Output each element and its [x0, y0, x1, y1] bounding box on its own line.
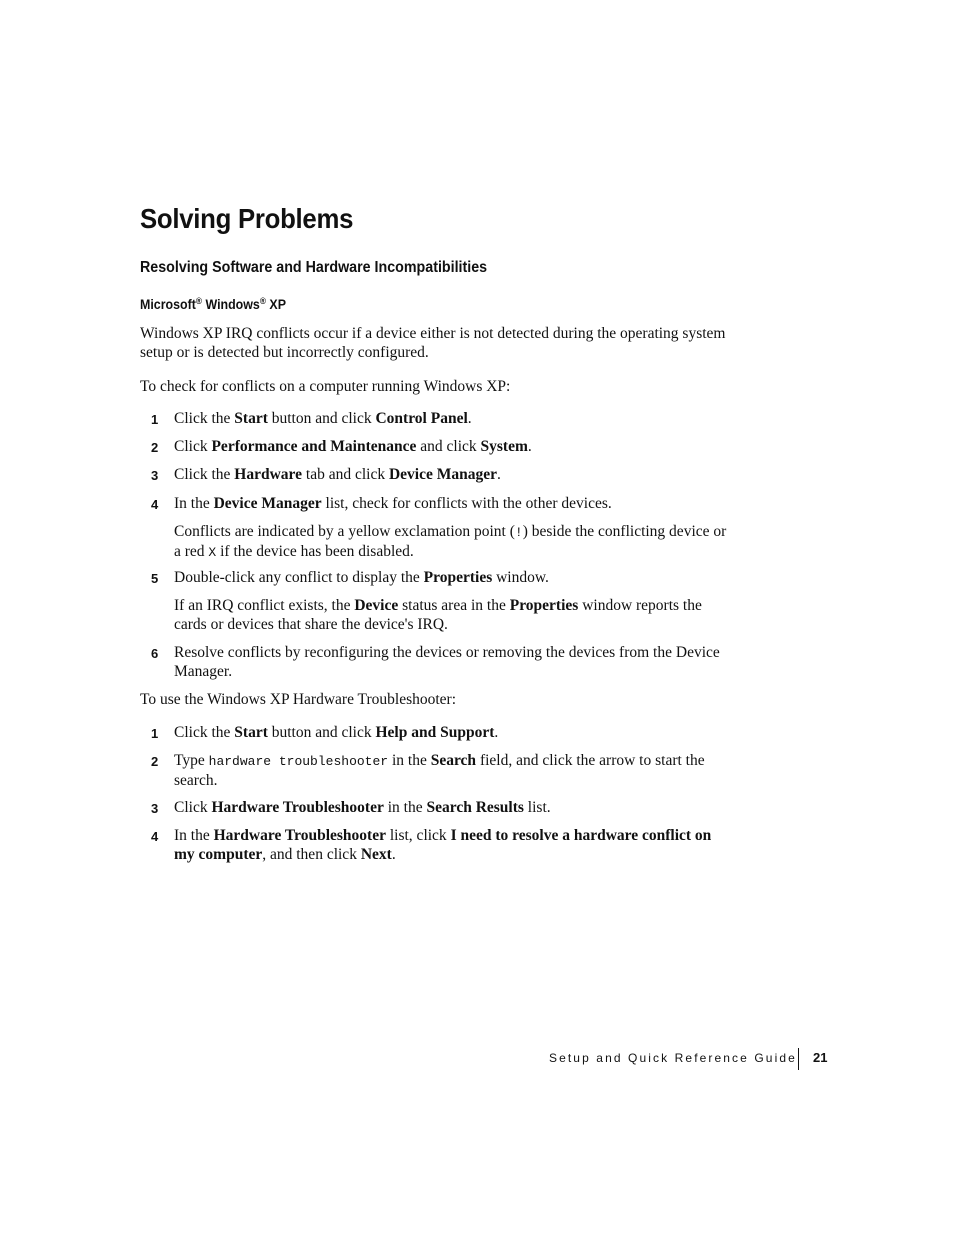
step-number: 4 [151, 497, 159, 512]
step-number: 2 [151, 440, 159, 455]
step-number: 3 [151, 801, 159, 816]
page-number: 21 [813, 1050, 828, 1065]
step-4-note: Conflicts are indicated by a yellow exclamation point (!) beside the conflicting device or a red X if the device has been disabled. [174, 523, 727, 560]
check-step-3: 3 Click the Hardware tab and click Device Manager. [151, 466, 501, 483]
trouble-step-2: 2 Type hardware troubleshooter in the Search field, and click the arrow to start the search. [151, 752, 705, 789]
section-heading: Resolving Software and Hardware Incompatibilities [140, 259, 488, 276]
footer-divider [798, 1048, 799, 1070]
check-step-5: 5 Double-click any conflict to display the Properties window. [151, 569, 549, 586]
troubleshooter-intro: To use the Windows XP Hardware Troubleshooter: [140, 691, 457, 708]
trouble-step-1: 1 Click the Start button and click Help and Support. [151, 724, 499, 741]
step-number: 2 [151, 754, 159, 769]
check-step-6: 6 Resolve conflicts by reconfiguring the devices or removing the devices from the Device Manager. [151, 644, 720, 680]
check-intro: To check for conflicts on a computer running Windows XP: [140, 378, 511, 395]
subsection-heading: Microsoft® Windows® XP [140, 296, 286, 312]
step-number: 1 [151, 412, 159, 427]
step-5-note: If an IRQ conflict exists, the Device status area in the Properties window reports the cards or devices that share the device's IRQ. [174, 597, 702, 633]
footer-guide-title: Setup and Quick Reference Guide [549, 1051, 797, 1065]
step-number: 3 [151, 468, 159, 483]
check-step-4: 4 In the Device Manager list, check for conflicts with the other devices. [151, 495, 612, 512]
trouble-step-3: 3 Click Hardware Troubleshooter in the Search Results list. [151, 799, 551, 816]
step-number: 5 [151, 571, 159, 586]
intro-paragraph: Windows XP IRQ conflicts occur if a device either is not detected during the operating system setup or is detected but incorrectly configured. [140, 325, 726, 361]
page-title: Solving Problems [140, 203, 354, 234]
step-number: 6 [151, 646, 159, 661]
check-step-2: 2 Click Performance and Maintenance and click System. [151, 438, 532, 455]
step-number: 1 [151, 726, 159, 741]
check-step-1: 1 Click the Start button and click Control Panel. [151, 410, 472, 427]
step-number: 4 [151, 829, 159, 844]
trouble-step-4: 4 In the Hardware Troubleshooter list, click I need to resolve a hardware conflict on my computer, and then click Next. [151, 827, 712, 863]
